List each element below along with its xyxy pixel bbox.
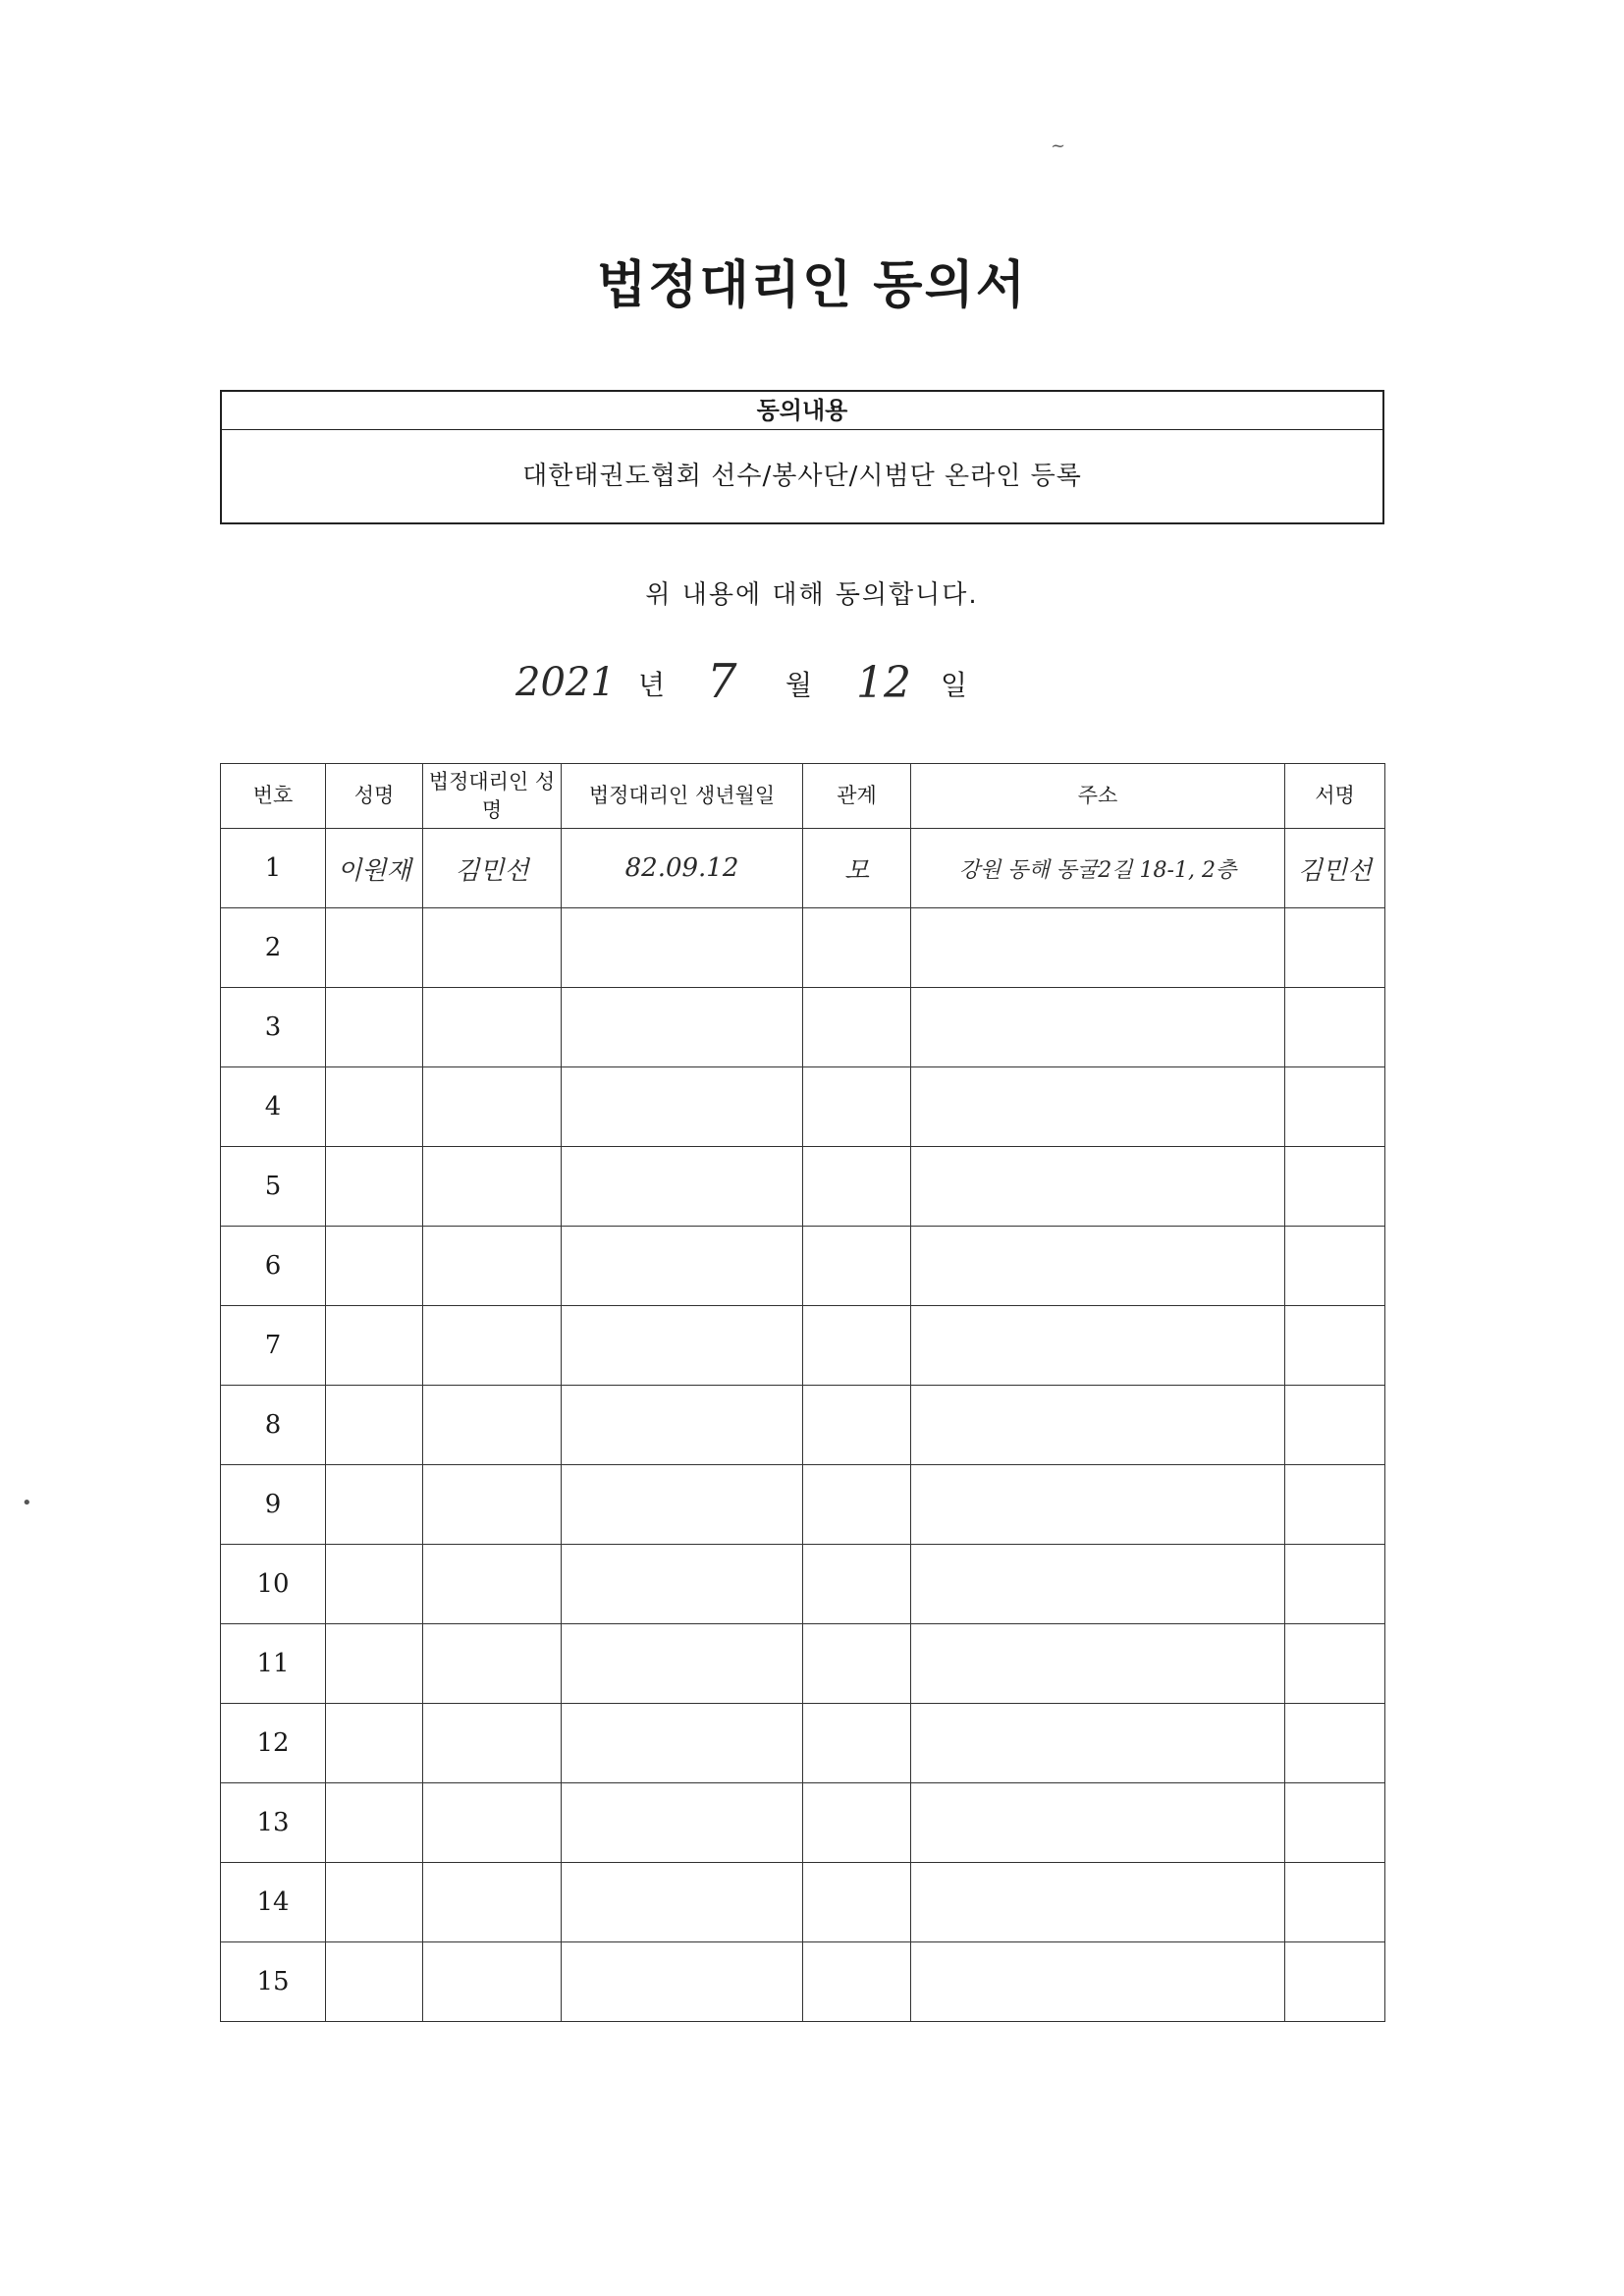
address-cell xyxy=(911,1386,1285,1465)
table-row xyxy=(221,1465,1385,1545)
student-name-cell: 이원재 xyxy=(326,829,423,908)
signature-cell xyxy=(1285,1227,1385,1306)
row-number-cell: 9 xyxy=(221,1465,326,1545)
guardian-name-cell xyxy=(423,1942,562,2022)
guardian-name-cell xyxy=(423,1306,562,1386)
address-cell xyxy=(911,908,1285,988)
relation-cell xyxy=(803,1465,911,1545)
table-row xyxy=(221,1386,1385,1465)
page-title: 법정대리인 동의서 xyxy=(597,256,1027,315)
row-number-cell: 8 xyxy=(221,1386,326,1465)
student-name-cell xyxy=(326,1306,423,1386)
address-cell xyxy=(911,1147,1285,1227)
guardian-birthdate-cell xyxy=(562,1624,803,1704)
student-name-cell xyxy=(326,1147,423,1227)
signature-cell xyxy=(1285,1306,1385,1386)
table-row xyxy=(221,1067,1385,1147)
guardian-name-cell xyxy=(423,1783,562,1863)
relation-cell: 모 xyxy=(803,829,911,908)
guardian-name-cell xyxy=(423,1624,562,1704)
student-name-cell xyxy=(326,1067,423,1147)
table-row xyxy=(221,1147,1385,1227)
relation-cell xyxy=(803,1942,911,2022)
relation-cell xyxy=(803,988,911,1067)
student-name-cell xyxy=(326,1465,423,1545)
address-cell xyxy=(911,1704,1285,1783)
date-month-label: 월 xyxy=(785,669,813,701)
relation-cell xyxy=(803,1545,911,1624)
col-header-relation: 관계 xyxy=(803,764,911,829)
signature-cell xyxy=(1285,1545,1385,1624)
signature-cell xyxy=(1285,1863,1385,1942)
row-number-cell: 11 xyxy=(221,1624,326,1704)
guardian-birthdate-cell xyxy=(562,1545,803,1624)
signature-cell xyxy=(1285,1783,1385,1863)
address-cell: 강원 동해 동굴2길 18-1, 2층 xyxy=(911,829,1285,908)
signature-cell xyxy=(1285,1147,1385,1227)
table-row xyxy=(221,1306,1385,1386)
student-name-cell xyxy=(326,1863,423,1942)
signature-cell xyxy=(1285,988,1385,1067)
guardian-name-cell xyxy=(423,1465,562,1545)
table-row xyxy=(221,1942,1385,2022)
address-cell xyxy=(911,1465,1285,1545)
signature-cell xyxy=(1285,908,1385,988)
relation-cell xyxy=(803,1863,911,1942)
guardian-name-cell xyxy=(423,1147,562,1227)
student-name-cell xyxy=(326,908,423,988)
row-number-cell: 14 xyxy=(221,1863,326,1942)
address-cell xyxy=(911,1783,1285,1863)
relation-cell xyxy=(803,1227,911,1306)
table-row xyxy=(221,1704,1385,1783)
guardian-birthdate-cell xyxy=(562,1863,803,1942)
student-name-cell xyxy=(326,1942,423,2022)
relation-cell xyxy=(803,908,911,988)
guardian-name-cell xyxy=(423,988,562,1067)
row-number-cell: 4 xyxy=(221,1067,326,1147)
scan-mark: • xyxy=(22,1493,32,1513)
table-row xyxy=(221,1545,1385,1624)
guardian-birthdate-cell xyxy=(562,1783,803,1863)
student-name-cell xyxy=(326,1386,423,1465)
address-cell xyxy=(911,1863,1285,1942)
relation-cell xyxy=(803,1147,911,1227)
guardian-birthdate-cell xyxy=(562,1942,803,2022)
guardian-name-cell xyxy=(423,1704,562,1783)
signature-cell xyxy=(1285,1624,1385,1704)
relation-cell xyxy=(803,1783,911,1863)
row-number-cell: 12 xyxy=(221,1704,326,1783)
scan-mark: ~ xyxy=(1051,136,1066,156)
guardian-name-cell xyxy=(423,1863,562,1942)
student-name-cell xyxy=(326,1624,423,1704)
date-line xyxy=(511,650,982,709)
signature-cell xyxy=(1285,1386,1385,1465)
table-row xyxy=(221,1227,1385,1306)
table-row xyxy=(221,829,1385,908)
row-number-cell: 2 xyxy=(221,908,326,988)
relation-cell xyxy=(803,1386,911,1465)
relation-cell xyxy=(803,1704,911,1783)
col-header-number: 번호 xyxy=(221,764,326,829)
relation-cell xyxy=(803,1067,911,1147)
row-number-cell: 1 xyxy=(221,829,326,908)
guardian-name-cell xyxy=(423,1386,562,1465)
address-cell xyxy=(911,1942,1285,2022)
col-header-address: 주소 xyxy=(911,764,1285,829)
date-day-label: 일 xyxy=(941,669,968,701)
signature-cell xyxy=(1285,1942,1385,2022)
guardian-birthdate-cell xyxy=(562,1704,803,1783)
agreement-statement: 위 내용에 대해 동의합니다. xyxy=(645,580,979,610)
table-row xyxy=(221,988,1385,1067)
row-number-cell: 10 xyxy=(221,1545,326,1624)
row-number-cell: 6 xyxy=(221,1227,326,1306)
date-month-value: 7 xyxy=(707,654,737,709)
address-cell xyxy=(911,1545,1285,1624)
table-row xyxy=(221,1783,1385,1863)
guardian-birthdate-cell: 82.09.12 xyxy=(562,829,803,908)
guardian-birthdate-cell xyxy=(562,1386,803,1465)
guardian-birthdate-cell xyxy=(562,1147,803,1227)
student-name-cell xyxy=(326,1545,423,1624)
address-cell xyxy=(911,1624,1285,1704)
signature-cell xyxy=(1285,1465,1385,1545)
row-number-cell: 15 xyxy=(221,1942,326,2022)
guardian-roster-table xyxy=(220,763,1385,2022)
guardian-name-cell xyxy=(423,908,562,988)
table-row xyxy=(221,1863,1385,1942)
guardian-birthdate-cell xyxy=(562,988,803,1067)
guardian-birthdate-cell xyxy=(562,908,803,988)
row-number-cell: 13 xyxy=(221,1783,326,1863)
address-cell xyxy=(911,1067,1285,1147)
guardian-birthdate-cell xyxy=(562,1227,803,1306)
signature-cell: 김민선 xyxy=(1285,829,1385,908)
col-header-guardian-name: 법정대리인 성명 xyxy=(423,764,562,829)
address-cell xyxy=(911,988,1285,1067)
relation-cell xyxy=(803,1624,911,1704)
row-number-cell: 3 xyxy=(221,988,326,1067)
student-name-cell xyxy=(326,988,423,1067)
date-day-value: 12 xyxy=(856,658,911,708)
date-year-value: 2021 xyxy=(515,660,616,705)
student-name-cell xyxy=(326,1227,423,1306)
guardian-birthdate-cell xyxy=(562,1306,803,1386)
row-number-cell: 7 xyxy=(221,1306,326,1386)
table-row xyxy=(221,908,1385,988)
date-year-label: 년 xyxy=(638,669,666,701)
guardian-birthdate-cell xyxy=(562,1465,803,1545)
row-number-cell: 5 xyxy=(221,1147,326,1227)
consent-header: 동의내용 xyxy=(222,392,1382,430)
guardian-name-cell xyxy=(423,1067,562,1147)
guardian-name-cell xyxy=(423,1545,562,1624)
guardian-name-cell xyxy=(423,1227,562,1306)
guardian-name-cell: 김민선 xyxy=(423,829,562,908)
table-row xyxy=(221,1624,1385,1704)
student-name-cell xyxy=(326,1783,423,1863)
col-header-guardian-birthdate: 법정대리인 생년월일 xyxy=(562,764,803,829)
signature-cell xyxy=(1285,1067,1385,1147)
col-header-signature: 서명 xyxy=(1285,764,1385,829)
signature-cell xyxy=(1285,1704,1385,1783)
guardian-birthdate-cell xyxy=(562,1067,803,1147)
consent-box xyxy=(220,390,1384,524)
table-body xyxy=(221,829,1385,2022)
address-cell xyxy=(911,1227,1285,1306)
consent-body: 대한태권도협회 선수/봉사단/시범단 온라인 등록 xyxy=(522,462,1082,491)
relation-cell xyxy=(803,1306,911,1386)
student-name-cell xyxy=(326,1704,423,1783)
address-cell xyxy=(911,1306,1285,1386)
col-header-name: 성명 xyxy=(326,764,423,829)
table-header-row xyxy=(221,764,1385,829)
